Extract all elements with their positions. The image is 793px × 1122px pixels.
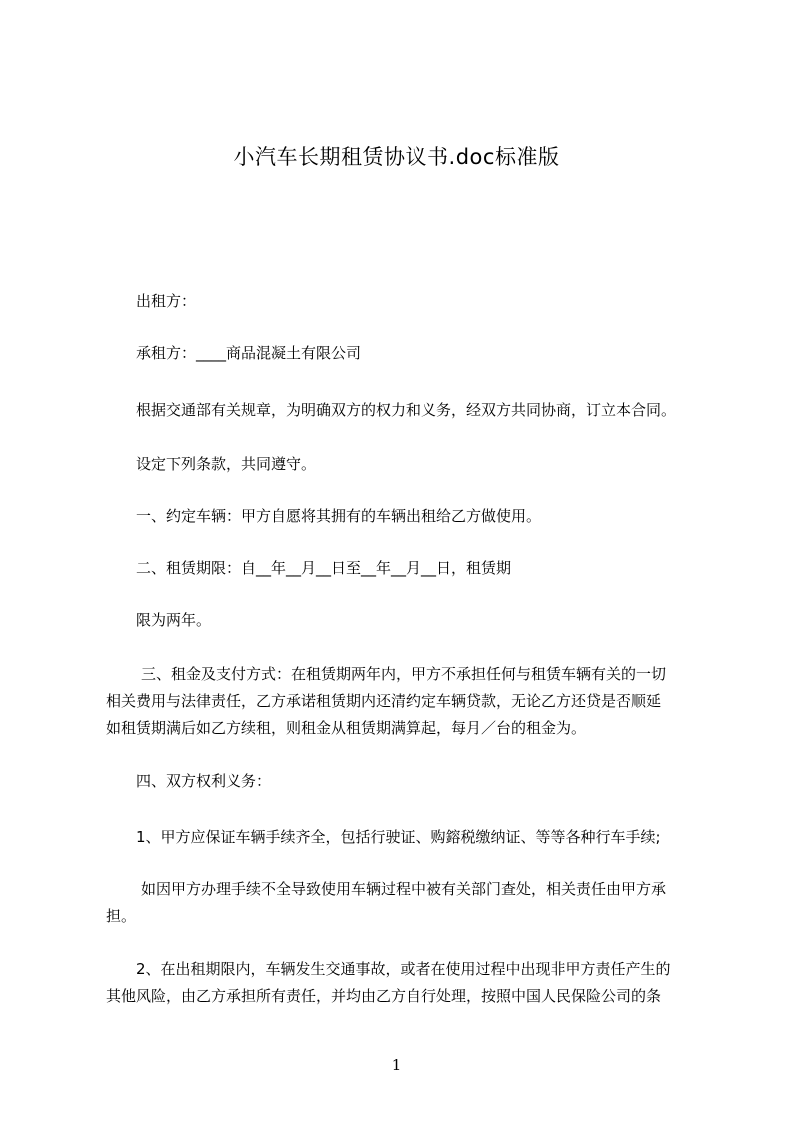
item-1-liability-line-1: 如因甲方办理手续不全导致使用车辆过程中被有关部门查处，相关责任由甲方承 (141, 880, 667, 898)
lessor-line: 出租方： (136, 292, 197, 310)
intro-paragraph-line-2: 设定下列条款，共同遵守。 (136, 455, 317, 473)
clause-3-rent-line-3: 如租赁期满后如乙方续租，则租金从租赁期满算起，每月／台的租金为。 (106, 719, 587, 737)
document-title: 小汽车长期租赁协议书.doc标准版 (233, 145, 560, 169)
lessee-line: 承租方：____商品混凝土有限公司 (136, 344, 362, 362)
clause-4-rights-obligations: 四、双方权利义务： (136, 772, 272, 790)
intro-paragraph-line-1: 根据交通部有关规章，为明确双方的权力和义务，经双方共同协商，订立本合同。 (136, 401, 677, 419)
clause-2-lease-term: 二、租赁期限：自__年__月__日至__年__月__日，租赁期 (136, 559, 512, 577)
clause-1-vehicle: 一、约定车辆：甲方自愿将其拥有的车辆出租给乙方做使用。 (136, 507, 542, 525)
item-1-liability-line-2: 担。 (106, 907, 137, 925)
item-2-accident-line-1: 2、在出租期限内，车辆发生交通事故，或者在使用过程中出现非甲方责任产生的 (136, 960, 671, 978)
item-2-accident-line-2: 其他风险，由乙方承担所有责任，并均由乙方自行处理，按照中国人民保险公司的条 (106, 987, 662, 1005)
clause-3-rent-line-1: 三、租金及支付方式：在租赁期两年内，甲方不承担任何与租赁车辆有关的一切 (141, 665, 667, 683)
page-number: 1 (391, 1056, 402, 1074)
clause-2-lease-term-continued: 限为两年。 (136, 611, 212, 629)
item-1-documents: 1、甲方应保证车辆手续齐全，包括行驶证、购鎔税缴纳证、等等各种行车手续; (136, 828, 661, 846)
clause-3-rent-line-2: 相关费用与法律责任，乙方承诺租赁期内还清约定车辆贷款，无论乙方还贷是否顺延 (106, 692, 662, 710)
